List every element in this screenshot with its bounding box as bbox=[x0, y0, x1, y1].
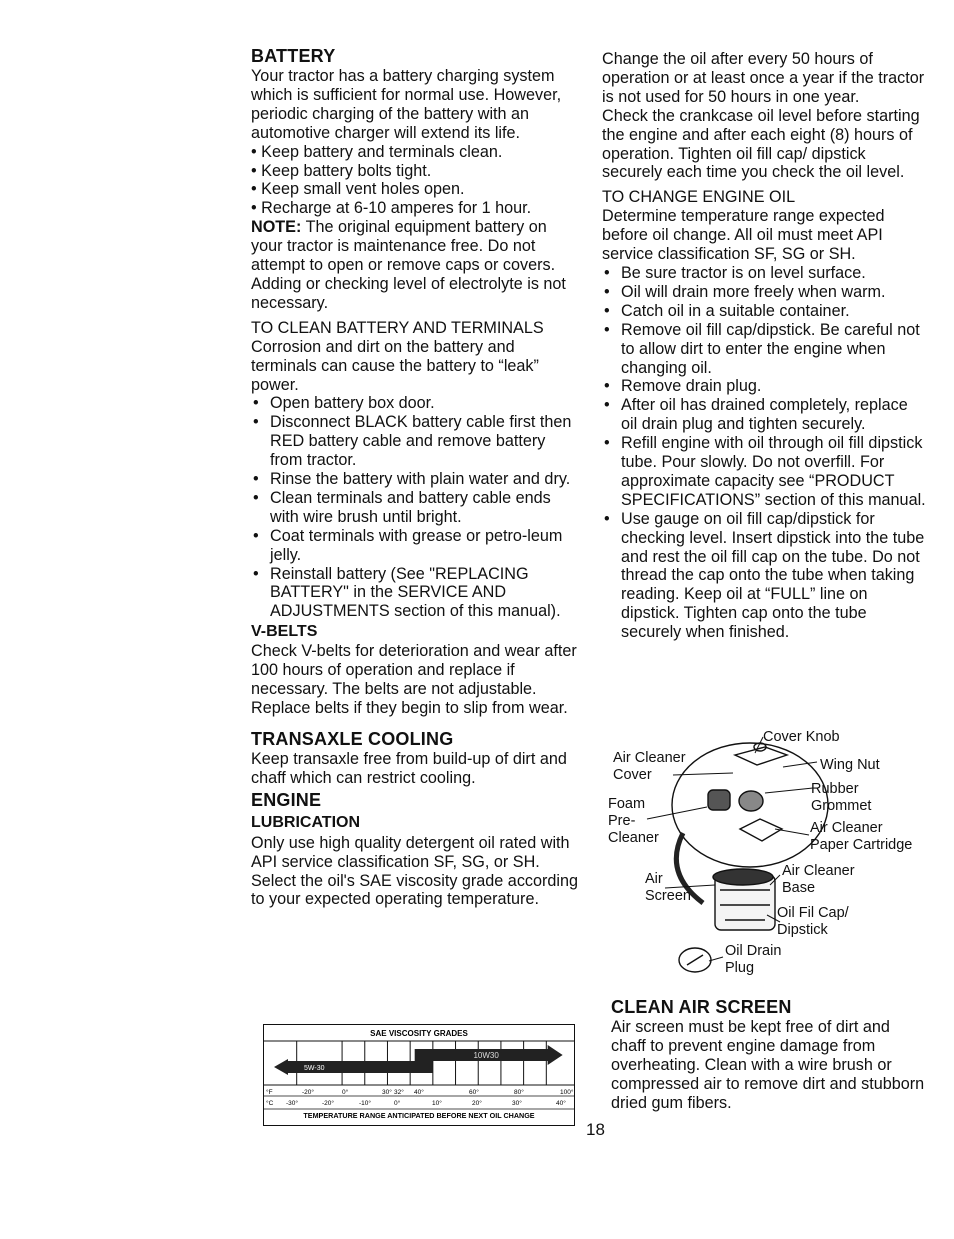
label-oil-drain: Oil Drain Plug bbox=[725, 943, 782, 976]
right-column bbox=[602, 50, 927, 642]
list-item: • Oil will drain more freely when warm. bbox=[602, 283, 927, 302]
change-oil-heading: TO CHANGE ENGINE OIL bbox=[602, 188, 796, 207]
tick-label-f: 100° bbox=[560, 1089, 574, 1096]
tick-label-f: °F bbox=[266, 1089, 273, 1096]
note-label: NOTE: bbox=[251, 218, 302, 237]
sae-viscosity-chart bbox=[263, 1024, 575, 1126]
battery-intro: Your tractor has a battery charging system which is sufficient for normal use. However, periodic charging of the battery with an automotive charger will extend its life. bbox=[251, 67, 562, 142]
page-number: 18 bbox=[586, 1120, 605, 1139]
tick-label-c: -10° bbox=[359, 1100, 371, 1107]
label-air-cleaner-base: Air Cleaner Base bbox=[782, 863, 855, 896]
bar-5w30 bbox=[274, 1059, 433, 1075]
bar-label-5w30: 5W-30 bbox=[304, 1065, 325, 1072]
chart-xlabel: TEMPERATURE RANGE ANTICIPATED BEFORE NEXT OIL CHANGE bbox=[303, 1111, 535, 1120]
air-screen-section bbox=[611, 996, 929, 1113]
list-item: • Be sure tractor is on level surface. bbox=[602, 264, 927, 283]
tick-label-f: 30° bbox=[382, 1089, 392, 1096]
tick-label-f: 80° bbox=[514, 1089, 524, 1096]
list-item: • Disconnect BLACK battery cable first then RED battery cable and remove battery from tractor. bbox=[251, 413, 581, 470]
air-screen-heading: CLEAN AIR SCREEN bbox=[611, 997, 792, 1017]
list-item: • Rinse the battery with plain water and dry. bbox=[251, 470, 581, 489]
tick-label-c: -20° bbox=[322, 1100, 334, 1107]
change-oil-bullets bbox=[602, 264, 927, 642]
change-oil-text: Determine temperature range expected before oil change. All oil must meet API service classification SF, SG or SH. bbox=[602, 207, 885, 264]
tick-label-c: -30° bbox=[286, 1100, 298, 1107]
engine-heading: ENGINE bbox=[251, 789, 322, 810]
label-paper-cartridge: Air Cleaner Paper Cartridge bbox=[810, 820, 913, 853]
battery-bullets bbox=[251, 143, 581, 219]
transaxle-heading: TRANSAXLE COOLING bbox=[251, 728, 454, 749]
cover-shape bbox=[735, 747, 787, 765]
list-item: • Keep battery bolts tight. bbox=[251, 162, 581, 181]
foam-shape bbox=[708, 790, 730, 810]
cartridge-shape bbox=[740, 819, 782, 841]
label-cover-knob: Cover Knob bbox=[763, 729, 840, 745]
list-item: • Use gauge on oil fill cap/dipstick for checking level. Insert dipstick into the tube and rest the oil fill cap on the tube. Do not thread the cap onto the tube when taking reading. Keep oil at “FULL” line on dipstick. Tighten cap onto the tube securely when finished. bbox=[602, 510, 927, 642]
oil-change-intro: Change the oil after every 50 hours of operation or at least once a year if the tractor is not used for 50 hours in one year. bbox=[602, 50, 925, 106]
tick-label-c: 30° bbox=[512, 1100, 522, 1107]
battery-heading: BATTERY bbox=[251, 46, 336, 66]
bar-label-10w30: 10W30 bbox=[473, 1051, 499, 1060]
tick-label-f: 0° bbox=[342, 1089, 349, 1096]
list-item: • After oil has drained completely, replace oil drain plug and tighten securely. bbox=[602, 396, 927, 434]
label-air-screen: Air Screen bbox=[645, 871, 691, 904]
list-item: • Refill engine with oil through oil fill dipstick tube. Pour slowly. Do not overfill. For approximate capacity see “PRODUCT SPECIFICATIONS” section of this manual. bbox=[602, 434, 927, 510]
air-screen-text: Air screen must be kept free of dirt and chaff to prevent engine damage from overheating. Clean with a wire brush or compressed air to remove dirt and stubborn dried gum fibers. bbox=[611, 1018, 925, 1112]
tick-label-f: -20° bbox=[302, 1089, 314, 1096]
tick-label-c: 10° bbox=[432, 1100, 442, 1107]
list-item: • Reinstall battery (See "REPLACING BATTERY" in the SERVICE AND ADJUSTMENTS section of this manual). bbox=[251, 565, 581, 622]
tick-label-c: 40° bbox=[556, 1100, 566, 1107]
clean-battery-intro: Corrosion and dirt on the battery and terminals can cause the battery to “leak” power. bbox=[251, 337, 539, 394]
tick-label-f: 60° bbox=[469, 1089, 479, 1096]
tick-label-c: 20° bbox=[472, 1100, 482, 1107]
list-item: • Recharge at 6-10 amperes for 1 hour. bbox=[251, 199, 581, 218]
note-text: The original equipment battery on your tractor is maintenance free. Do not attempt to open or remove caps or covers. Adding or checking level of electrolyte is not necessary. bbox=[251, 218, 566, 312]
label-oil-fill: Oil Fil Cap/ Dipstick bbox=[777, 905, 849, 938]
list-item: • Remove oil fill cap/dipstick. Be careful not to allow dirt to enter the engine when changing oil. bbox=[602, 321, 927, 378]
list-item: • Keep small vent holes open. bbox=[251, 180, 581, 199]
battery-note bbox=[251, 218, 581, 313]
chart-title: SAE VISCOSITY GRADES bbox=[370, 1029, 468, 1038]
transaxle-text: Keep transaxle free from build-up of dirt and chaff which can restrict cooling. bbox=[251, 749, 567, 787]
list-item: • Coat terminals with grease or petro-leum jelly. bbox=[251, 527, 581, 565]
tick-label-c: °C bbox=[266, 1100, 274, 1107]
air-cleaner-diagram bbox=[605, 725, 935, 985]
clean-battery-heading: TO CLEAN BATTERY AND TERMINALS bbox=[251, 318, 544, 337]
list-item: • Catch oil in a suitable container. bbox=[602, 302, 927, 321]
list-item: • Clean terminals and battery cable ends with wire brush until bright. bbox=[251, 489, 581, 527]
list-item: • Remove drain plug. bbox=[602, 377, 927, 396]
tick-label-f: 32° bbox=[394, 1089, 404, 1096]
vbelts-heading: V-BELTS bbox=[251, 623, 318, 641]
oil-check-text: Check the crankcase oil level before starting the engine and after each eight (8) hours of operation. Tighten oil fill cap/ dipstick securely each time you check the oil level. bbox=[602, 106, 920, 182]
label-wing-nut: Wing Nut bbox=[820, 757, 880, 773]
vbelts-text: Check V-belts for deterioration and wear after 100 hours of operation and replace if necessary. The belts are not adjustable. Replace belts if they begin to slip from wear. bbox=[251, 642, 577, 717]
label-rubber-grommet: Rubber Grommet bbox=[811, 781, 872, 814]
clean-battery-bullets bbox=[251, 394, 581, 621]
label-air-cleaner-cover: Air Cleaner Cover bbox=[613, 750, 686, 783]
chart-svg bbox=[264, 1025, 574, 1125]
engine-text: Only use high quality detergent oil rated with API service classification SF, SG, or SH. Select the oil's SAE viscosity grade according to your expected operating temperature. bbox=[251, 833, 578, 909]
label-foam-precleaner: Foam Pre-Cleaner bbox=[608, 796, 659, 846]
list-item: • Keep battery and terminals clean. bbox=[251, 143, 581, 162]
tick-label-c: 0° bbox=[394, 1100, 401, 1107]
left-column bbox=[251, 45, 581, 909]
tick-label-f: 40° bbox=[414, 1089, 424, 1096]
lubrication-subheading: LUBRICATION bbox=[251, 813, 361, 831]
list-item: • Open battery box door. bbox=[251, 394, 581, 413]
